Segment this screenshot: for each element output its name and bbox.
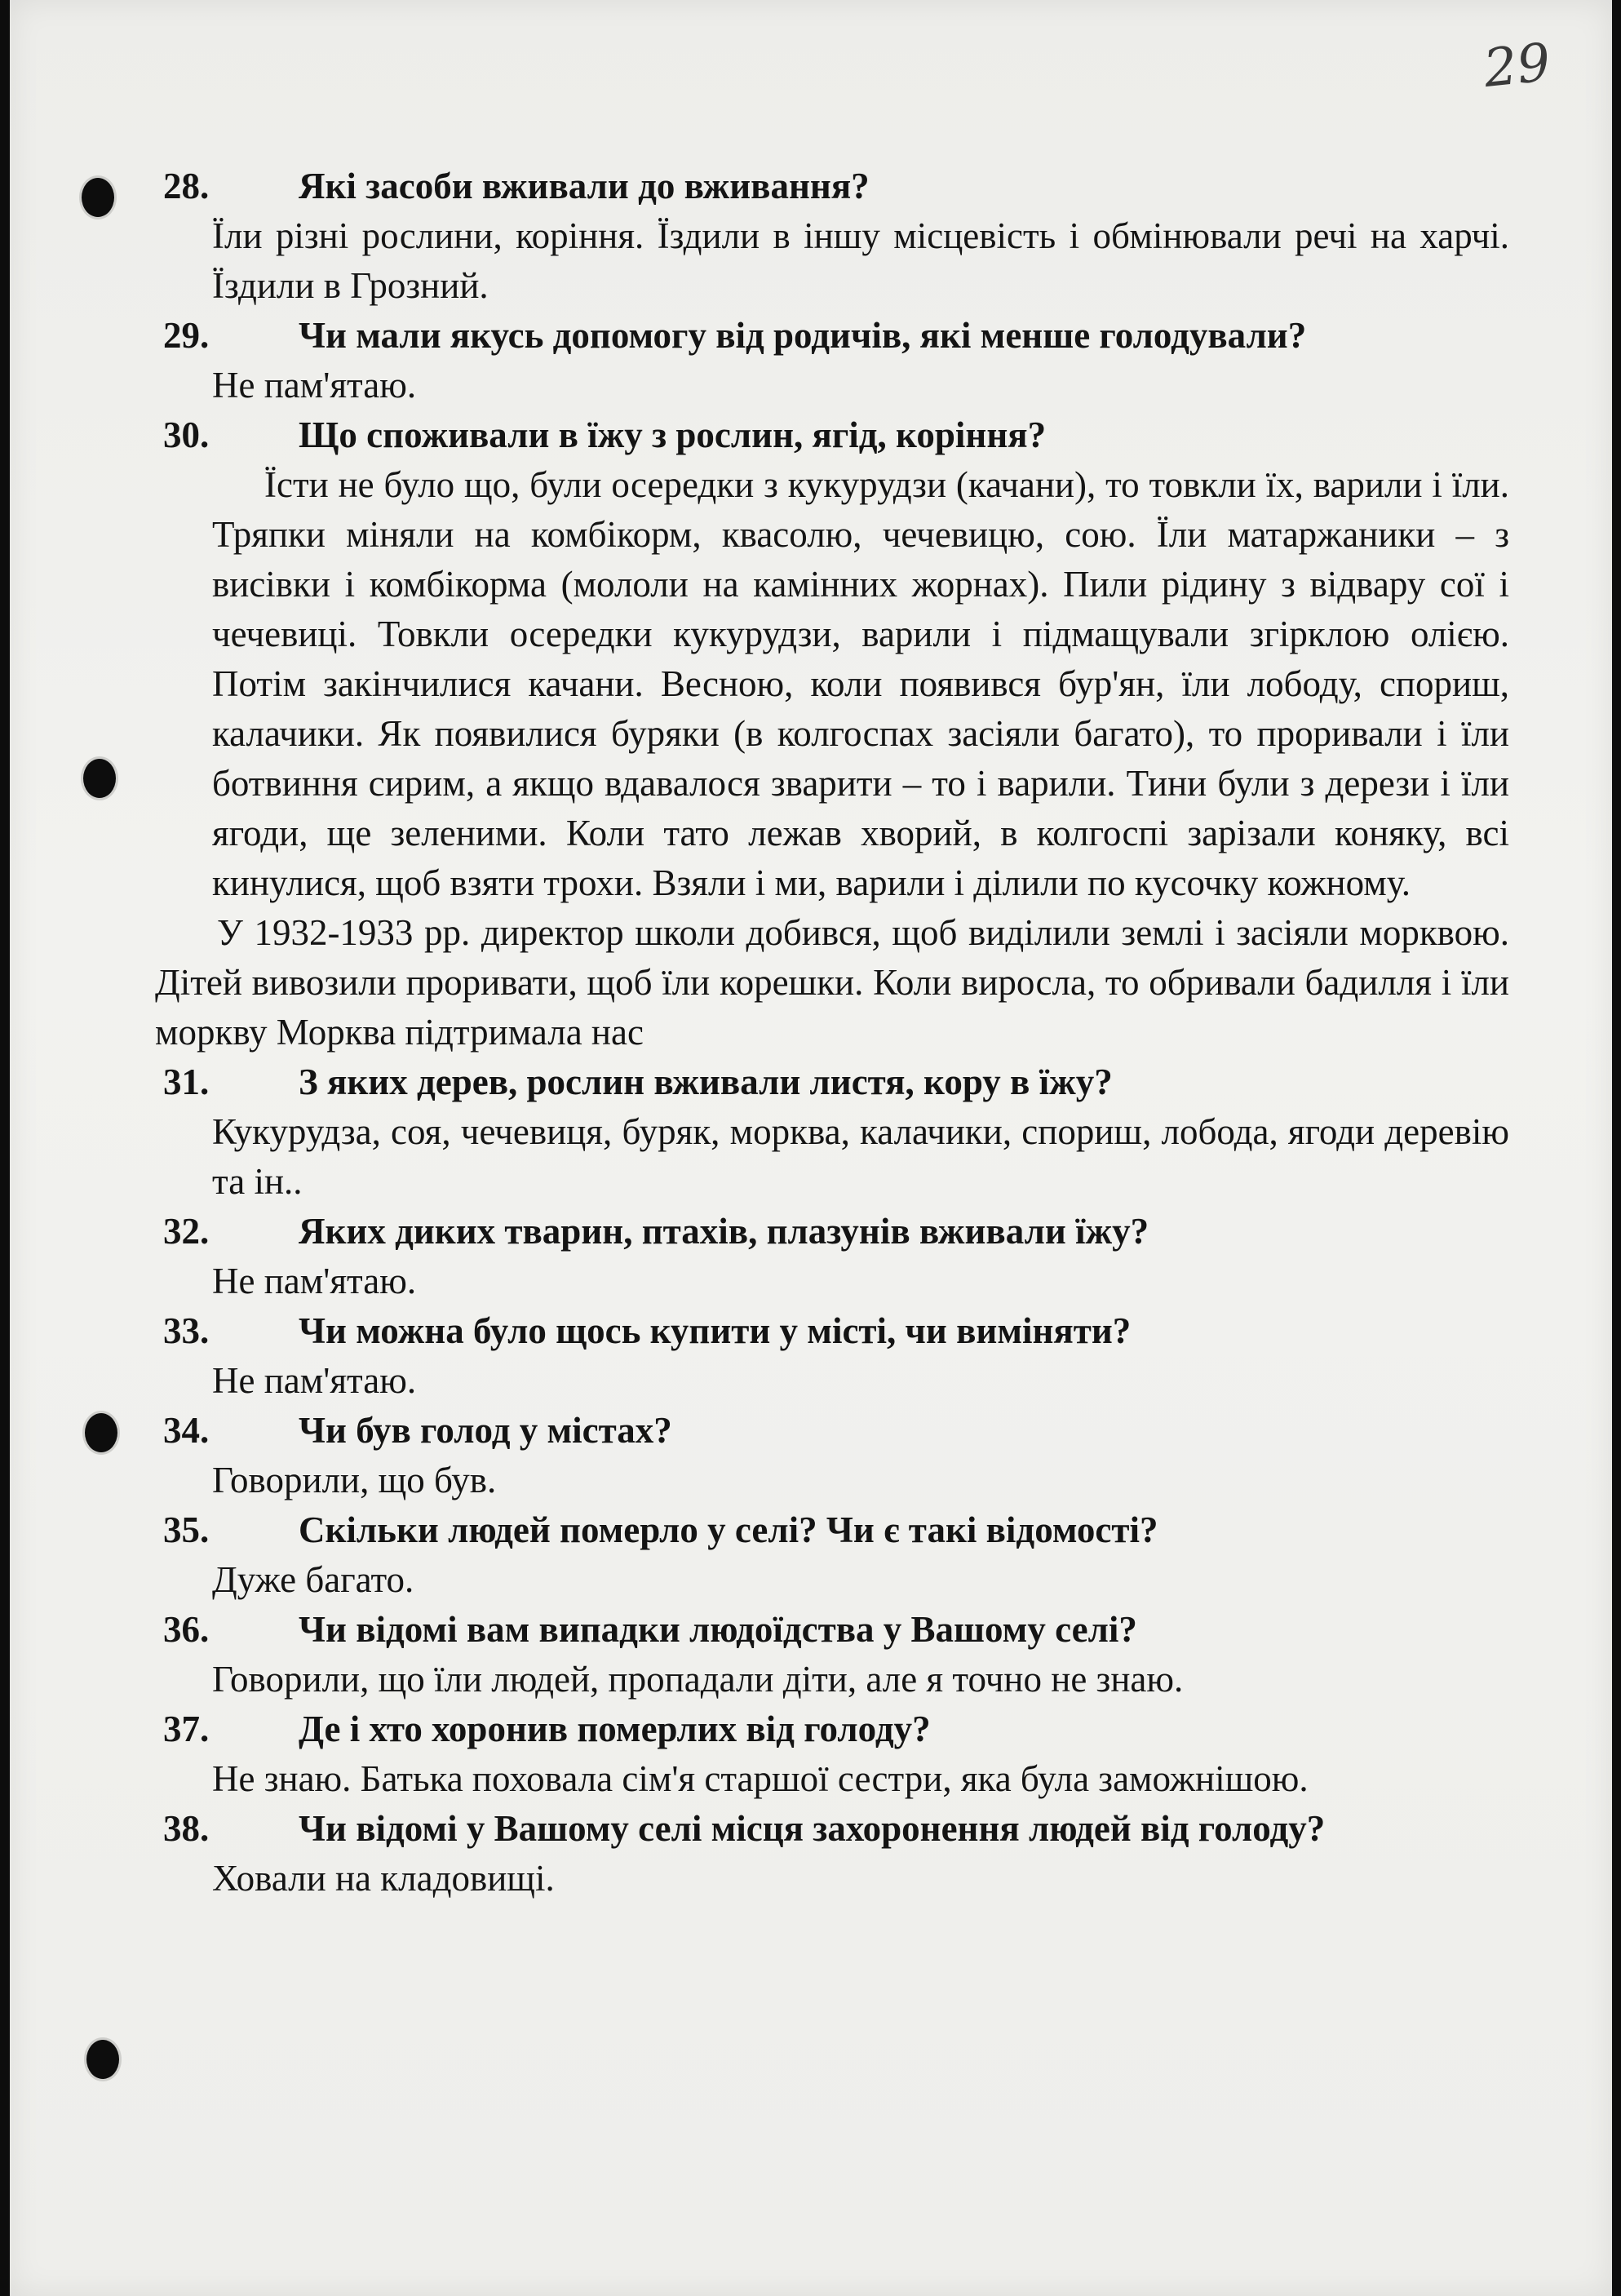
answer-34: Говорили, що був. [212, 1460, 497, 1500]
question-number: 30. [163, 414, 210, 455]
question-number: 35. [163, 1509, 210, 1550]
question-number: 36. [163, 1609, 210, 1650]
question-35 [155, 1505, 1509, 1555]
answer-36: Говорили, що їли людей, пропадали діти, але я точно не знаю. [212, 1659, 1184, 1700]
questionnaire [155, 162, 1509, 1904]
answer-33: Не пам'ятаю. [212, 1360, 417, 1401]
question-number: 31. [163, 1062, 210, 1102]
answer-38: Ховали на кладовищі. [212, 1858, 555, 1899]
question-38 [155, 1804, 1509, 1854]
question-text: Скільки людей померло у селі? Чи є такі відомості? [299, 1509, 1158, 1550]
answer-29: Не пам'ятаю. [212, 365, 417, 406]
punch-hole [86, 2040, 119, 2079]
question-36 [155, 1605, 1509, 1655]
document-page [10, 0, 1612, 2296]
question-text: Чи відомі вам випадки людоїдства у Вашому селі? [299, 1609, 1137, 1650]
question-28 [155, 162, 1509, 211]
question-text: Чи мали якусь допомогу від родичів, які менше голодували? [299, 315, 1307, 356]
punch-hole [83, 759, 116, 798]
punch-hole [82, 178, 114, 217]
question-number: 29. [163, 315, 210, 356]
answer-32: Не пам'ятаю. [212, 1261, 417, 1301]
question-text: Які засоби вживали до вживання? [299, 166, 870, 206]
question-30 [155, 410, 1509, 460]
question-number: 37. [163, 1709, 210, 1749]
question-text: Чи був голод у містах? [299, 1410, 672, 1451]
answer-31: Кукурудза, соя, чечевиця, буряк, морква, калачики, спориш, лобода, ягоди деревію та ін.. [212, 1111, 1509, 1202]
question-37 [155, 1704, 1509, 1754]
question-31 [155, 1057, 1509, 1107]
question-text: Чи можна було щось купити у місті, чи виміняти? [299, 1310, 1132, 1351]
question-number: 32. [163, 1211, 210, 1252]
question-text: Де і хто хоронив померлих від голоду? [299, 1709, 931, 1749]
answer-37: Не знаю. Батька поховала сім'я старшої сестри, яка була заможнішою. [212, 1758, 1309, 1799]
question-number: 28. [163, 166, 210, 206]
question-number: 33. [163, 1310, 210, 1351]
answer-35: Дуже багато. [212, 1559, 414, 1600]
question-number: 38. [163, 1808, 210, 1849]
answer-30-extra: У 1932-1933 рр. директор школи добився, щоб виділили землі і засіяли морквою. Дітей вивозили проривати, щоб їли корешки. Коли виросла, то обривали бадилля і їли моркву Морква підтримала нас [155, 912, 1509, 1053]
page-number: 29 [1480, 32, 1553, 100]
question-text: З яких дерев, рослин вживали листя, кору в їжу? [299, 1062, 1113, 1102]
answer-30: Їсти не було що, були осередки з кукурудзи (качани), то товкли їх, варили і їли. Тряпки міняли на комбікорм, квасолю, чечевицю, сою. Їли матаржаники – з висівки і комбікорма (мололи на камінних жорнах). Пили рідину з відвару сої і чечевиці. Товкли осередки кукурудзи, варили і підмащували згірклою олією. Потім закінчилися качани. Весною, коли появився бур'ян, їли лободу, спориш, калачики. Як появилися буряки (в колгоспах засіяли багато), то проривали і їли ботвиння сирим, а якщо вдавалося зварити – то і варили. Тини були з дерези і їли ягоди, ще зеленими. Коли тато лежав хворий, в колгоспі зарізали коняку, всі кинулися, щоб взяти трохи. Взяли і ми, варили і ділили по кусочку кожному. [212, 464, 1509, 903]
question-34 [155, 1406, 1509, 1456]
answer-28: Їли різні рослини, коріння. Їздили в іншу місцевість і обмінювали речі на харчі. Їздили в Грозний. [212, 215, 1509, 306]
question-32 [155, 1207, 1509, 1257]
punch-hole [85, 1413, 117, 1452]
question-text: Яких диких тварин, птахів, плазунів вживали їжу? [299, 1211, 1149, 1252]
question-text: Чи відомі у Вашому селі місця захоронення людей від голоду? [299, 1808, 1326, 1849]
question-33 [155, 1306, 1509, 1356]
question-text: Що споживали в їжу з рослин, ягід, коріння? [299, 414, 1047, 455]
question-number: 34. [163, 1410, 210, 1451]
question-29 [155, 311, 1509, 361]
